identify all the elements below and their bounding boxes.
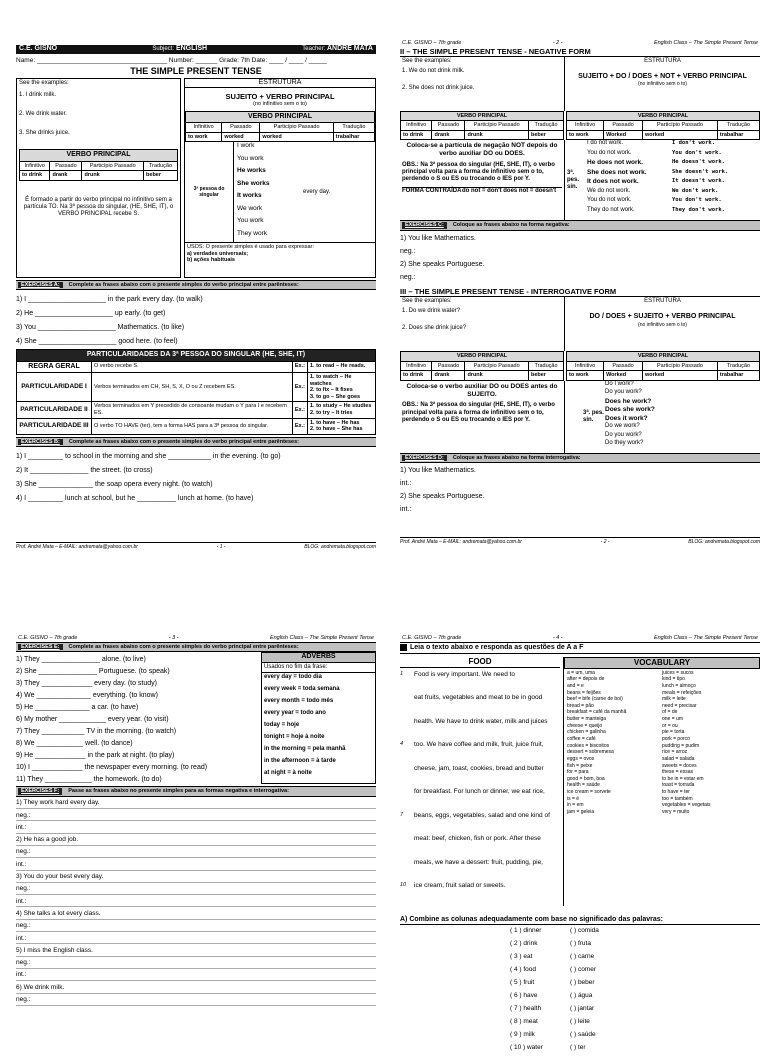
particularity-examples — [307, 372, 375, 401]
negative-line: You do not work. — [587, 149, 632, 156]
conjugation-line: We work — [237, 204, 263, 212]
particularity-name: PARTICULARIDADE III — [17, 418, 92, 434]
exercise-f-item[interactable]: int.: — [16, 858, 376, 870]
table-col-header: Passado — [50, 161, 82, 171]
conjugation-line: She works — [237, 179, 270, 187]
text-line — [400, 812, 560, 836]
exercise-e-item[interactable]: 11) They ____________ the homework. (to do) — [16, 775, 162, 783]
exercises-b-header: EXERCISES B: Complete as frases abaixo com o presente simples do verbo principal entre parênteses: — [16, 437, 376, 448]
example: 3. to go – She goes — [309, 393, 361, 400]
ex-label: Ex.: — [292, 418, 307, 434]
vocab-item: cookies = biscoitos — [567, 742, 610, 749]
exercise-b-item[interactable]: 4) I _________ lunch at school, but he __________ lunch at home. (to have) — [16, 494, 254, 502]
vocab-item: to be in = estar em — [662, 775, 704, 782]
exercise-a-item[interactable]: 3) You ____________________ Mathematics. (to like) — [16, 323, 185, 331]
table-col-header: Tradução — [528, 121, 563, 131]
contracted-line: She doesn't work. — [672, 168, 729, 175]
int-verb-table-work: VERBO PRINCIPAL Infinitivo Passado Particípio Passado Tradução to work Worked worked trabalhar — [566, 351, 760, 381]
example: 1. to have – He has — [309, 419, 360, 426]
usage-item: a) verdades universais; — [187, 250, 249, 257]
page-2: C.E. GISNO – 7th grade - 2 - English Class – The Simple Present Tense II – THE SIMPLE PRESENT TENSE - NEGATIVE FORM See the examples: 1. We do not drink milk. 2. She does not drink juice. ESTRUTURA SUJEITO + DO / DOES + NOT + VERBO PRINCIPAL (no infinitivo sem o to) VERBO PRINCIPAL Infinitivo Passado Particípio Passado Tradução to drink drank drunk beber VERBO PRINCIPAL Infinitivo Passado Particípio Passado Tradução to work Worked worked trabalhar Coloca-se a partícula de negação NOT depois do verbo auxiliar DO ou DOES. OBS.: Na 3ª pessoa do singular (HE, SHE, IT), o verbo principal volta para a forma de infinitivo sem o to, perdendo o S ou ES ou trocando o IES por Y. FORMA CONTRAÍDA do not = don't does not = doesn't 3ª. pes. sin. I do not work. You do not work. He does not work. She does not work. It does not work. We do not work. You do not work. They do not work. I don't work. You don't work. He doesn't work. She doesn't work. It doesn't work. We don't work. You don't work. They don't work. EXERCISES C: Coloque as frases abaixo na forma negativa: 1) You like Mathematics. neg.: 2) She speaks Portuguese. neg.: III – THE SIMPLE PRESENT TENSE - INTERROGATIVE FORM See the examples: 1. Do we drink water? 2. Does she drink juice? ESTRUTURA DO / DOES + SUJEITO + VERBO PRINCIPAL (no infinitivo sem o to) VERBO PRINCIPAL Infinitivo Passado Particípio Passado Tradução to drink drank drunk beber VERBO PRINCIPAL Infinitivo Passado Particípio Passado Tradução to work Worked worked trabalhar Coloca-se o verbo auxiliar DO ou DOES antes do SUJEITO. OBS.: Na 3ª pessoa do singular (HE, SHE, IT), o verbo principal volta para a forma de infinitivo sem o to, perdendo o S ou ES ou trocando o IES por Y. 3ª. pes. sin. Do I work? Do you work? Does he work? Does she work? Does it work? Do we work? Do you work? Do they work? EXERCISES D: Coloque as frases abaixo na forma interrogativa: 1) You like Mathematics. int.: 2) She speaks Portuguese. int.: Prof. André Mata – E-MAIL: andremata@yahoo.com.br - 2 - BLOG: andremata.blogspot.com — [400, 40, 760, 545]
negative-line: You do not work. — [587, 197, 632, 204]
page-4: C.E. GISNO – 7th grade - 4 - English Class – The Simple Present Tense Leia o texto abaixo e responda as questões de A a F FOOD 1 Food is very important. We need to eat fruits, vegetables and meat to be in good health. We have to drink water, milk and juices 4 too. We have coffee and milk, fruit, juice fruit, cheese, jam, toast, cookies, bread and butter for breakfast. For lunch or dinner, we eat rice, 7 beans, eggs, vegetables, salad and one kind of meat: beef, chicken, fish or pork. After these meals, we have a dessert: fruit, pudding, pie, 10 ice cream, fruit salad or sweets. VOCABULARY a = um, uma after = depois de and = e beans = feijões beef = bife (carne de boi) bread = pão breakfast = café da manhã butter = manteiga cheese = queijo chicken = galinha coffee = café cookies = biscoitos dessert = sobremesa eggs = ovos fish = peixe for = para good = bom, boa health = saúde ice cream = sorvete is = é in = em jam = geleia juices = sucos kind = tipo lunch = almoço meals = refeições milk = leite need = precisar of = de one = um or = ou pie = torta pork = porco pudding = pudim rice = arroz salad = salada sweets = doces these = essas to be in = estar em toast = torrada to have = ter too = também vegetables = vegetais very = muito A) Combine as colunas adequadamente com base no significado das palavras: ( 1 ) dinner ( 2 ) drink ( 3 ) eat ( 4 ) food ( 5 ) fruit ( 6 ) have ( 7 ) health ( 8 ) meat ( 9 ) milk ( 10 ) water ( ) comida ( ) fruta ( ) carne ( ) comer ( ) beber ( ) água ( ) jantar ( ) leite ( ) saúde ( ) ter — [400, 635, 760, 1024]
adverb-item: today = hoje — [264, 721, 300, 728]
negative-formula: SUJEITO + DO / DOES + NOT + VERBO PRINCIPAL — [578, 72, 747, 80]
exercise-e-item[interactable]: 5) He ______________ a car. (to have) — [16, 703, 139, 711]
exercise-d-item[interactable]: 1) You like Mathematics. — [400, 466, 476, 474]
example-sentence: 2. Does she drink juice? — [402, 325, 467, 332]
page-3-header: C.E. GISNO – 7th grade - 3 - English Class – The Simple Present Tense — [18, 635, 374, 641]
exercise-c-item[interactable]: neg.: — [400, 273, 416, 281]
table-cell: Worked — [604, 371, 643, 381]
page-3 — [16, 635, 376, 1024]
exercise-d-item[interactable]: int.: — [400, 505, 412, 513]
table-col-header: Infinitivo — [401, 361, 432, 371]
example-sentence: 3. She drinks juice. — [19, 130, 70, 137]
vocab-item: is = é — [567, 795, 580, 802]
exercise-f-item[interactable]: int.: — [16, 932, 376, 944]
vocab-item: toast = torrada — [662, 782, 695, 789]
example-sentence: 2. We drink water. — [19, 110, 67, 117]
contracted-line: It doesn't work. — [672, 178, 725, 185]
exercise-f-item[interactable]: int.: — [16, 895, 376, 907]
usage-item: b) ações habituais — [187, 257, 235, 264]
table-cell: worked — [642, 130, 717, 140]
exercise-f-item[interactable]: 3) You do your best every day. — [16, 871, 376, 883]
adverb-item: at night = à noite — [264, 769, 312, 776]
exercises-a-header: EXERCISES A: Complete as frases abaixo com o presente simples do verbo principal entre parênteses: — [16, 280, 376, 291]
vocab-item: in = em — [567, 802, 584, 809]
text-line — [400, 788, 560, 812]
exercise-f-item[interactable]: 2) He has a good job. — [16, 834, 376, 846]
interrogative-line: Do we work? — [605, 423, 640, 430]
line-text: health. We have to drink water, milk and juices — [414, 717, 548, 725]
text-line — [400, 859, 560, 883]
match-left-item: ( 10 ) water — [510, 1043, 543, 1051]
table-col-header: Particípio Passado — [82, 161, 144, 171]
line-text: for breakfast. For lunch or dinner, we eat rice, — [414, 788, 545, 796]
contracted-line: They don't work. — [672, 206, 725, 213]
page-1 — [16, 45, 376, 550]
match-right-item[interactable]: ( ) ter — [570, 1043, 586, 1051]
line-text: Food is very important. We need to — [414, 670, 516, 678]
table-cell: worked — [642, 371, 717, 381]
interrogative-formula: DO / DOES + SUJEITO + VERBO PRINCIPAL — [589, 313, 736, 321]
interrogative-line: Does he work? — [605, 397, 652, 405]
exercise-f-item[interactable]: int.: — [16, 821, 376, 833]
match-right-item[interactable]: ( ) jantar — [570, 1004, 595, 1012]
structure-box: ESTRUTURA SUJEITO + VERBO PRINCIPAL (no infinitivo sem o to) VERBO PRINCIPAL Infinitivo Passado Particípio Passado Tradução to work worked worked trabalhar 3ª pessoa do singular I work You work He works She works It works We work You work They work every day. USOS: O presente simples é usado para expressar: a) verdades universais; b) ações habituais — [184, 78, 376, 278]
match-right-item[interactable]: ( ) leite — [570, 1017, 590, 1025]
vocab-item: lunch = almoço — [662, 682, 696, 689]
table-cell: to work — [567, 130, 604, 140]
table-col-header: Infinitivo — [20, 161, 50, 171]
particularities-table: PARTICULARIDADES DA 3ª PESSOA DO SINGULAR (HE, SHE, IT) REGRA GERAL O verbo recebe S. Ex.: 1. to read – He reads. PARTICULARIDADE I Verbos terminados em CH, SH, S, X, O ou Z recebem ES. Ex.: 1. to watch – He watches 2. to fix – It fixes 3. to go – She goes PARTICULARIDADE II Verbos terminados em Y precedido de consoante mudam o Y para I e recebem ES. Ex.: 1. to study – He studies 2. to try – It tries PARTICULARIDADE III O verbo TO HAVE (ter), tem a forma HAS para a 3ª pessoa do singular. Ex.: 1. to have – He has 2. to have – She has — [16, 349, 376, 435]
neg-verb-table-drink: VERBO PRINCIPAL Infinitivo Passado Particípio Passado Tradução to drink drank drunk beber — [400, 111, 564, 141]
table-cell: drunk — [82, 171, 144, 181]
example-sentence: 1. I drink milk. — [19, 91, 57, 98]
exercise-a-item[interactable]: 2) He ____________________ up early. (to get) — [16, 309, 166, 317]
line-text: beans, eggs, vegetables, salad and one kind of — [414, 811, 550, 819]
negative-line: They do not work. — [587, 206, 635, 213]
vocab-item: very = muito — [662, 809, 690, 816]
match-left-item: ( 6 ) have — [510, 991, 538, 999]
exercise-e-item[interactable]: 2) She _______________ Portuguese. (to speak) — [16, 667, 170, 675]
contracted-line: I don't work. — [672, 140, 716, 147]
table-col-header: Infinitivo — [567, 121, 604, 131]
exercise-e-item[interactable]: 4) We ______________ everything. (to know) — [16, 691, 158, 699]
exercise-c-item[interactable]: neg.: — [400, 247, 416, 255]
exercise-b-item[interactable]: 3) She ______________ the soap opera every night. (to watch) — [16, 480, 213, 488]
table-cell: drank — [432, 130, 465, 140]
conjugation-line: You work — [237, 217, 264, 225]
line-text: cheese, jam, toast, cookies, bread and butter — [414, 764, 544, 772]
exercise-e-item[interactable]: 7) They ___________ TV in the morning. (to watch) — [16, 727, 177, 735]
table-col-header: Tradução — [144, 161, 178, 171]
exercise-f-item[interactable]: int.: — [16, 969, 376, 981]
exercise-f-item[interactable]: neg.: — [16, 920, 376, 932]
neg-verb-table-work: VERBO PRINCIPAL Infinitivo Passado Particípio Passado Tradução to work Worked worked trabalhar — [566, 111, 760, 141]
match-left-item: ( 8 ) meat — [510, 1017, 538, 1025]
particularity-rule: Verbos terminados em Y precedido de consoante mudam o Y para I e recebem ES. — [92, 402, 293, 418]
interrogative-line: Does she work? — [605, 406, 655, 414]
text-line — [400, 765, 560, 789]
contracted-line: You don't work. — [672, 149, 722, 156]
match-right-item[interactable]: ( ) comer — [570, 965, 596, 973]
vocab-item: milk = leite — [662, 696, 686, 703]
example: 1. to study – He studies — [309, 403, 372, 410]
match-right-item[interactable]: ( ) comida — [570, 926, 599, 934]
exercise-f-item[interactable]: 4) She talks a lot every class. — [16, 907, 376, 919]
vocab-item: or = ou — [662, 722, 678, 729]
table-cell: worked — [222, 132, 260, 142]
particularity-name: PARTICULARIDADE II — [17, 402, 92, 418]
example: 2. to have – She has — [309, 426, 363, 433]
table-cell: to drink — [401, 130, 432, 140]
vocab-item: these = essas — [662, 769, 693, 776]
page-4-header: C.E. GISNO – 7th grade - 4 - English Class – The Simple Present Tense — [402, 635, 758, 641]
exercises-c-header: EXERCISES C: Coloque as frases abaixo na forma negativa: — [400, 220, 760, 231]
interrogative-title: III – THE SIMPLE PRESENT TENSE - INTERROGATIVE FORM — [400, 287, 760, 297]
exercise-f-item[interactable]: neg.: — [16, 846, 376, 858]
table-cell: beber — [144, 171, 178, 181]
exercise-b-item[interactable]: 2) It _______________ the street. (to cross) — [16, 466, 153, 474]
table-col-header: Passado — [604, 121, 643, 131]
table-col-header: Passado — [222, 122, 260, 132]
vocab-item: ice cream = sorvete — [567, 789, 611, 796]
vocab-item: after = depois de — [567, 676, 605, 683]
line-number: 7 — [400, 811, 404, 818]
table-cell: drank — [432, 371, 465, 381]
vocab-item: bread = pão — [567, 702, 594, 709]
contracted-line: He doesn't work. — [672, 159, 725, 166]
table-col-header: Infinitivo — [567, 361, 604, 371]
page-2-header: C.E. GISNO – 7th grade - 2 - English Class – The Simple Present Tense — [402, 40, 758, 46]
table-col-header: Particípio Passado — [260, 122, 333, 132]
vocab-item: good = bom, boa — [567, 775, 605, 782]
table-col-header: Tradução — [333, 122, 374, 132]
conjugation-line: You work — [237, 154, 264, 162]
vocab-item: and = e — [567, 682, 584, 689]
particularity-rule: Verbos terminados em CH, SH, S, X, O ou Z recebem ES. — [92, 372, 293, 401]
exercise-c-item[interactable]: 2) She speaks Portuguese. — [400, 260, 485, 268]
contracted-line: We don't work. — [672, 187, 719, 194]
adverb-item: in the morning = pela manhã — [264, 745, 346, 752]
vocab-item: breakfast = café da manhã — [567, 709, 627, 716]
exercises-e-header: EXERCISES E: Complete as frases abaixo com o presente simples do verbo principal entre parênteses: — [16, 642, 376, 653]
table-col-header: Infinitivo — [401, 121, 432, 131]
example: 2. to fix – It fixes — [309, 387, 353, 394]
exercise-b-item[interactable]: 1) I _________ to school in the morning and she ___________ in the evening. (to go) — [16, 452, 281, 460]
table-col-header: Tradução — [528, 361, 563, 371]
match-right-item[interactable]: ( ) saúde — [570, 1030, 596, 1038]
exercise-c-item[interactable]: 1) You like Mathematics. — [400, 234, 476, 242]
table-col-header: Particípio Passado — [642, 361, 717, 371]
int-verb-table-drink: VERBO PRINCIPAL Infinitivo Passado Particípio Passado Tradução to drink drank drunk beber — [400, 351, 564, 381]
vocab-item: kind = tipo — [662, 676, 685, 683]
vocab-item: need = precisar — [662, 702, 697, 709]
checkmark-icon — [400, 644, 407, 651]
text-line — [400, 694, 560, 718]
example-sentence: 1. Do we drink water? — [402, 308, 461, 315]
table-cell: Worked — [604, 130, 643, 140]
exercise-e-item[interactable]: 8) We ____________ well. (to dance) — [16, 739, 133, 747]
exercise-d-item[interactable]: 2) She speaks Portuguese. — [400, 492, 485, 500]
interrogative-line: Do you work? — [605, 389, 642, 396]
exercises-d-header: EXERCISES D: Coloque as frases abaixo na forma interrogativa: — [400, 453, 760, 464]
vocab-item: fish = peixe — [567, 762, 593, 769]
exercise-e-item[interactable]: 3) They _____________ every day. (to study) — [16, 679, 157, 687]
adverb-item: tonight = hoje à noite — [264, 733, 325, 740]
particularity-examples — [307, 418, 375, 434]
vocab-item: chicken = galinha — [567, 729, 606, 736]
table-col-header: Tradução — [717, 361, 759, 371]
vocab-item: jam = geleia — [567, 809, 595, 816]
match-right-item[interactable]: ( ) fruta — [570, 939, 591, 947]
match-right-item[interactable]: ( ) água — [570, 991, 593, 999]
table-col-header: Passado — [432, 361, 465, 371]
interrogative-line: Do I work? — [605, 380, 634, 387]
verb-table-drink: VERBO PRINCIPAL Infinitivo Passado Particípio Passado Tradução to drink drank drunk beber — [19, 149, 178, 181]
vocab-item: of = de — [662, 709, 678, 716]
line-text: too. We have coffee and milk, fruit, juice fruit, — [414, 741, 544, 749]
ex-label: Ex.: — [292, 372, 307, 401]
exercise-a-item[interactable]: 4) She ____________________ good here. (to feel) — [16, 337, 178, 345]
particularity-rule: O verbo TO HAVE (ter), tem a forma HAS para a 3ª pessoa do singular. — [92, 418, 293, 434]
vocab-item: meals = refeições — [662, 689, 702, 696]
text-line — [400, 882, 560, 906]
page-1-footer: Prof. André Mata – E-MAIL: andremata@yahoo.com.br - 1 - BLOG: andremata.blogspot.com — [16, 544, 376, 550]
vocab-item: a = um, uma — [567, 669, 595, 676]
exercise-f-item[interactable]: 6) We drink milk. — [16, 981, 376, 993]
particularity-examples — [307, 402, 375, 418]
vocab-item: sweets = doces — [662, 762, 697, 769]
table-cell: trabalhar — [333, 132, 374, 142]
vocab-item: pork = porco — [662, 735, 690, 742]
vocab-item: juices = sucos — [662, 669, 694, 676]
match-left-item: ( 2 ) drink — [510, 939, 538, 947]
page-2-footer: Prof. André Mata – E-MAIL: andremata@yahoo.com.br - 2 - BLOG: andremata.blogspot.com — [400, 539, 760, 545]
exercise-f-item[interactable]: neg.: — [16, 994, 376, 1006]
vocab-item: pudding = pudim — [662, 742, 700, 749]
vocab-item: salad = salada — [662, 755, 695, 762]
text-line — [400, 671, 560, 695]
negative-line: I do not work. — [587, 140, 624, 147]
exercise-f-item[interactable]: neg.: — [16, 883, 376, 895]
table-col-header: Particípio Passado — [642, 121, 717, 131]
match-right-item[interactable]: ( ) beber — [570, 978, 595, 986]
text-line — [400, 835, 560, 859]
school-name: C.E. GISNO — [19, 45, 58, 53]
exercise-d-item[interactable]: int.: — [400, 479, 412, 487]
text-line — [400, 718, 560, 742]
vocab-item: beans = feijões — [567, 689, 601, 696]
vocab-item: for = para — [567, 769, 589, 776]
table-cell: drunk — [465, 130, 529, 140]
exercise-a-item[interactable]: 1) I ____________________ in the park every day. (to walk) — [16, 295, 203, 303]
table-cell: to drink — [20, 171, 50, 181]
conjugation-line: It works — [237, 192, 262, 200]
table-col-header: Infinitivo — [186, 122, 222, 132]
table-col-header: Particípio Passado — [465, 361, 529, 371]
table-col-header: Passado — [432, 121, 465, 131]
example: 2. to try – It tries — [309, 409, 353, 416]
exercises-f-header: EXERCISES F: Passe as frases abaixo no presente simples para as formas negativa e interrogativa: — [16, 786, 376, 797]
conjugation-line: I work — [237, 142, 255, 150]
table-cell: beber — [528, 130, 563, 140]
adverb-item: every week = toda semana — [264, 685, 340, 692]
negative-title: II – THE SIMPLE PRESENT TENSE - NEGATIVE FORM — [400, 47, 760, 57]
subject: ENGLISH — [175, 45, 208, 53]
example-sentence: 1. We do not drink milk. — [402, 67, 465, 74]
adverb-item: every day = todo dia — [264, 673, 322, 680]
exercise-f-item[interactable]: neg.: — [16, 957, 376, 969]
table-cell: trabalhar — [717, 371, 759, 381]
page-title: THE SIMPLE PRESENT TENSE — [130, 65, 262, 76]
table-cell: to drink — [401, 371, 432, 381]
line-text: eat fruits, vegetables and meat to be in good — [414, 694, 543, 702]
particularity-name: PARTICULARIDADE I — [17, 372, 92, 401]
table-cell: drank — [50, 171, 82, 181]
vocab-item: too = também — [662, 795, 693, 802]
table-cell: beber — [528, 371, 563, 381]
vocab-item: beef = bife (carne de boi) — [567, 696, 623, 703]
line-text: meat: beef, chicken, fish or pork. After these — [414, 835, 541, 843]
line-text: ice cream, fruit salad or sweets. — [414, 882, 506, 890]
line-number: 1 — [400, 670, 404, 677]
vocab-item: coffee = café — [567, 735, 596, 742]
table-col-header: Particípio Passado — [465, 121, 529, 131]
example-sentence: 2. She does not drink juice. — [402, 84, 475, 91]
match-left-item: ( 3 ) eat — [510, 952, 533, 960]
exercise-f-item[interactable]: neg.: — [16, 809, 376, 821]
adverbs-box: ADVERBS Usados no fim da frase: every day = todo dia every week = toda semana every month = todo mês every year = todo ano today = hoje tonight = hoje à noite in the morning = pela manhã in the afternoon = à tarde at night = à noite — [261, 652, 376, 784]
table-cell: to work — [186, 132, 222, 142]
line-number: 4 — [400, 741, 404, 748]
vocab-item: pie = torta — [662, 729, 685, 736]
vocab-item: eggs = ovos — [567, 755, 595, 762]
vocab-item: to have = ter — [662, 789, 690, 796]
negative-line: It does not work. — [587, 178, 639, 186]
exercise-e-item[interactable]: 6) My mother ____________ every year. (to visit) — [16, 715, 169, 723]
line-number: 10 — [400, 882, 407, 889]
negative-line: He does not work. — [587, 159, 643, 167]
vocab-item: health = saúde — [567, 782, 600, 789]
interrogative-line: Do they work? — [605, 440, 644, 447]
table-col-header: Passado — [604, 361, 643, 371]
vocab-item: cheese = queijo — [567, 722, 603, 729]
exercise-e-item[interactable]: 10) I _____________ the newspaper every morning. (to read) — [16, 763, 208, 771]
table-cell: worked — [260, 132, 333, 142]
match-right-item[interactable]: ( ) carne — [570, 952, 595, 960]
exercise-f-item[interactable]: 5) I miss the English class. — [16, 944, 376, 956]
contracted-line: You don't work. — [672, 197, 722, 204]
table-cell: trabalhar — [717, 130, 759, 140]
vocab-item: one = um — [662, 716, 683, 723]
examples-box: See the examples: 1. I drink milk. 2. We drink water. 3. She drinks juice. VERBO PRINCIPAL Infinitivo Passado Particípio Passado Tradução to drink drank drunk beber É formado a partir do verbo principal no infinitivo sem a partícula TO. Na 3ª pessoa do singular, (HE, SHE, IT), o VERBO PRINCIPAL recebe S. — [16, 78, 181, 278]
text-line — [400, 741, 560, 765]
adverb-item: every year = todo ano — [264, 709, 326, 716]
adverb-item: in the afternoon = à tarde — [264, 757, 336, 764]
example: 1. to watch – He watches — [309, 373, 352, 387]
verb-table-work: VERBO PRINCIPAL Infinitivo Passado Particípio Passado Tradução to work worked worked trabalhar — [185, 111, 375, 143]
name-row[interactable]: Name: ____________________________________ Number: ______ Grade: 7th Date: ____ / ____ / _____ — [16, 57, 327, 64]
negative-line: We do not work. — [587, 187, 631, 194]
match-left-item: ( 7 ) health — [510, 1004, 542, 1012]
interrogative-line: Does it work? — [605, 414, 648, 422]
table-cell: to work — [567, 371, 604, 381]
question-a: A) Combine as colunas adequadamente com base no significado das palavras: — [400, 916, 760, 925]
vocab-item: rice = arroz — [662, 749, 688, 756]
teacher: ANDRE MATA — [326, 45, 373, 53]
interrogative-line: Do you work? — [605, 431, 642, 438]
table-cell: drunk — [465, 371, 529, 381]
exercise-f-item[interactable]: 1) They work hard every day. — [16, 797, 376, 809]
negative-line: She does not work. — [587, 168, 647, 176]
conjugation-line: He works — [237, 167, 266, 175]
vocab-item: vegetables = vegetais — [662, 802, 711, 809]
conjugation-line: They work — [237, 229, 267, 237]
adverb-item: every month = todo mês — [264, 697, 334, 704]
vocab-item: butter = manteiga — [567, 716, 607, 723]
match-left-item: ( 1 ) dinner — [510, 926, 542, 934]
match-left-item: ( 4 ) food — [510, 965, 537, 973]
line-text: meals, we have a dessert: fruit, pudding, pie, — [414, 858, 543, 866]
vocab-item: dessert = sobremesa — [567, 749, 614, 756]
ex-label: Ex.: — [292, 402, 307, 418]
match-left-item: ( 5 ) fruit — [510, 978, 535, 986]
formation-text: É formado a partir do verbo principal no infinitivo sem a partícula TO. Na 3ª pessoa do singular, (HE, SHE, IT), o VERBO PRINCIPAL recebe S. — [23, 196, 174, 218]
exercise-e-item[interactable]: 1) They _______________ alone. (to live) — [16, 655, 146, 663]
page-1-header: C.E. GISNO Subject: ENGLISH Teacher: ANDRE MATA — [16, 45, 376, 54]
table-col-header: Tradução — [717, 121, 759, 131]
match-left-item: ( 9 ) milk — [510, 1030, 535, 1038]
exercise-e-item[interactable]: 9) He _____________ in the park at night. (to play) — [16, 751, 175, 759]
